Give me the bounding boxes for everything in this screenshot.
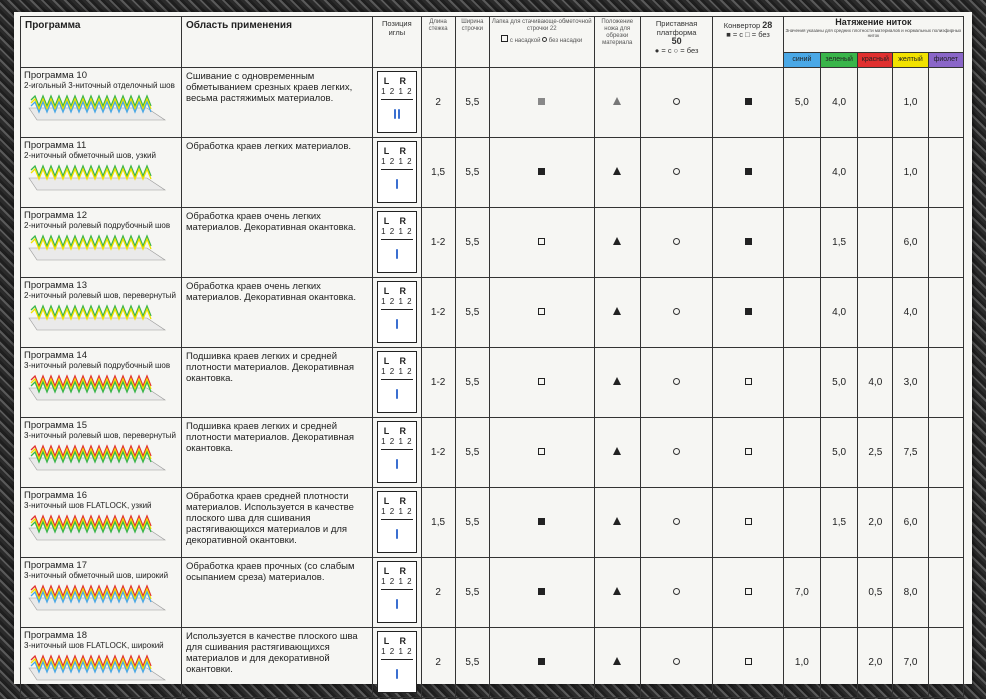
stitch-length: 1-2	[421, 418, 455, 488]
tension-красный: 2,0	[858, 628, 893, 698]
converter-square-icon	[745, 658, 752, 665]
header-program: Программа	[21, 17, 182, 68]
stitch-width: 5,5	[455, 418, 489, 488]
presser-foot-cell	[489, 348, 594, 418]
tension-color-1: зеленый	[820, 53, 857, 68]
program-table	[20, 16, 964, 698]
tension-красный: 0,5	[858, 558, 893, 628]
program-row	[21, 278, 964, 348]
tension-красный	[858, 278, 893, 348]
stitch-illustration	[27, 302, 167, 332]
stitch-illustration	[27, 442, 167, 472]
needle-position-cell	[373, 138, 421, 208]
presser-foot-cell	[489, 278, 594, 348]
presser-foot-icon	[538, 588, 545, 595]
needle-numbers: 1 2 1 2	[381, 507, 413, 520]
tension-зеленый: 5,0	[820, 348, 857, 418]
converter-square-icon	[745, 378, 752, 385]
needle-numbers: 1 2 1 2	[381, 87, 413, 100]
presser-foot-cell	[489, 68, 594, 138]
tension-красный	[858, 138, 893, 208]
needle-icon	[378, 106, 416, 124]
tension-фиолет	[928, 68, 963, 138]
presser-foot-cell	[489, 488, 594, 558]
needle-diagram	[377, 351, 417, 413]
tension-синий: 7,0	[783, 558, 820, 628]
program-cell	[21, 138, 182, 208]
program-row	[21, 68, 964, 138]
program-cell	[21, 278, 182, 348]
program-cell	[21, 208, 182, 278]
program-subtitle: 3-ниточный ролевый подрубочный шов	[24, 361, 171, 370]
stitch-illustration	[27, 512, 167, 542]
tension-синий	[783, 208, 820, 278]
needle-numbers: 1 2 1 2	[381, 647, 413, 660]
needle-letters: L R	[383, 426, 411, 436]
tension-синий	[783, 138, 820, 208]
tension-title: Натяжение ниток	[835, 17, 912, 27]
platform-cell	[640, 68, 712, 138]
manual-page	[14, 12, 972, 684]
presser-foot-icon	[538, 448, 545, 455]
tension-зеленый	[820, 558, 857, 628]
stitch-illustration	[27, 582, 167, 612]
presser-foot-icon	[538, 308, 545, 315]
tension-зеленый: 5,0	[820, 418, 857, 488]
program-cell	[21, 488, 182, 558]
program-cell	[21, 348, 182, 418]
needle-letters: L R	[383, 496, 411, 506]
needle-letters: L R	[383, 356, 411, 366]
converter-square-icon	[745, 588, 752, 595]
program-description: Обработка краев очень легких материалов. Декоративная окантовка.	[182, 208, 373, 278]
platform-circle-icon	[673, 168, 680, 175]
needle-numbers: 1 2 1 2	[381, 227, 413, 240]
needle-icon	[378, 176, 416, 194]
knife-triangle-icon	[613, 237, 621, 245]
needle-icon	[378, 316, 416, 334]
stitch-width: 5,5	[455, 488, 489, 558]
stitch-length: 2	[421, 558, 455, 628]
tension-color-2: красный	[858, 53, 893, 68]
program-row	[21, 558, 964, 628]
needle-numbers: 1 2 1 2	[381, 157, 413, 170]
needle-icon	[378, 526, 416, 544]
converter-square-icon	[745, 448, 752, 455]
knife-position-cell	[594, 488, 640, 558]
converter-square-icon	[745, 518, 752, 525]
program-name: Программа 18	[24, 630, 87, 641]
presser-foot-cell	[489, 138, 594, 208]
presser-foot-icon	[538, 98, 545, 105]
needle-position-cell	[373, 348, 421, 418]
tension-зеленый: 1,5	[820, 488, 857, 558]
stitch-length: 1-2	[421, 208, 455, 278]
program-subtitle: 2-ниточный ролевый подрубочный шов	[24, 221, 171, 230]
converter-cell	[713, 628, 783, 698]
tension-зеленый: 4,0	[820, 278, 857, 348]
tension-желтый: 8,0	[893, 558, 928, 628]
tension-красный: 2,0	[858, 488, 893, 558]
needle-letters: L R	[383, 216, 411, 226]
tension-зеленый: 4,0	[820, 138, 857, 208]
header-presser-foot	[489, 17, 594, 68]
tension-желтый: 4,0	[893, 278, 928, 348]
tension-желтый: 6,0	[893, 208, 928, 278]
program-description: Обработка краев легких материалов.	[182, 138, 373, 208]
header-stitch-length: Длина стежка	[421, 17, 455, 68]
presser-foot-cell	[489, 418, 594, 488]
program-row	[21, 348, 964, 418]
tension-фиолет	[928, 488, 963, 558]
program-name: Программа 14	[24, 350, 87, 361]
program-description: Обработка краев средней плотности материалов. Используется в качестве плоского шва для сшивания растягивающихся материалов и для декоративной окантовки.	[182, 488, 373, 558]
tension-синий: 5,0	[783, 68, 820, 138]
needle-letters: L R	[383, 286, 411, 296]
knife-triangle-icon	[613, 97, 621, 105]
needle-position-cell	[373, 278, 421, 348]
needle-icon	[378, 456, 416, 474]
header-stitch-width: Ширина строчки	[455, 17, 489, 68]
tension-желтый: 1,0	[893, 68, 928, 138]
tension-фиолет	[928, 138, 963, 208]
tension-желтый: 7,0	[893, 628, 928, 698]
platform-cell	[640, 628, 712, 698]
stitch-width: 5,5	[455, 208, 489, 278]
header-converter	[713, 17, 783, 68]
tension-красный	[858, 68, 893, 138]
program-name: Программа 12	[24, 210, 87, 221]
program-description: Подшивка краев легких и средней плотности материалов. Декоративная окантовка.	[182, 348, 373, 418]
tension-фиолет	[928, 418, 963, 488]
stitch-illustration	[27, 372, 167, 402]
converter-cell	[713, 488, 783, 558]
needle-diagram	[377, 421, 417, 483]
platform-circle-icon	[673, 518, 680, 525]
converter-square-icon	[745, 238, 752, 245]
converter-cell	[713, 348, 783, 418]
program-description: Обработка краев прочных (со слабым осыпанием среза) материалов.	[182, 558, 373, 628]
header-needle-position: Позиция иглы	[373, 17, 421, 68]
program-name: Программа 15	[24, 420, 87, 431]
tension-фиолет	[928, 558, 963, 628]
tension-синий	[783, 278, 820, 348]
platform-cell	[640, 138, 712, 208]
needle-diagram	[377, 71, 417, 133]
tension-синий	[783, 418, 820, 488]
stitch-length: 1-2	[421, 348, 455, 418]
tension-фиолет	[928, 628, 963, 698]
header-thread-tension	[783, 17, 963, 53]
tension-желтый: 3,0	[893, 348, 928, 418]
program-subtitle: 3-ниточный обметочный шов, широкий	[24, 571, 169, 580]
platform-circle-icon	[673, 658, 680, 665]
needle-diagram	[377, 631, 417, 693]
knife-position-cell	[594, 138, 640, 208]
tension-желтый: 7,5	[893, 418, 928, 488]
presser-foot-title: Лапка для стачивающе-обметочной строчки 22	[491, 19, 592, 32]
needle-position-cell	[373, 418, 421, 488]
program-cell	[21, 628, 182, 698]
platform-cell	[640, 348, 712, 418]
needle-diagram	[377, 211, 417, 273]
stitch-illustration	[27, 162, 167, 192]
tension-фиолет	[928, 348, 963, 418]
header-area: Область применения	[182, 17, 373, 68]
tension-красный: 4,0	[858, 348, 893, 418]
platform-circle-icon	[673, 308, 680, 315]
tension-желтый: 1,0	[893, 138, 928, 208]
tension-синий: 1,0	[783, 628, 820, 698]
tension-зеленый	[820, 628, 857, 698]
program-subtitle: 3-ниточный шов FLATLOCK, узкий	[24, 501, 152, 510]
stitch-width: 5,5	[455, 348, 489, 418]
presser-foot-cell	[489, 558, 594, 628]
program-subtitle: 2-ниточный обметочный шов, узкий	[24, 151, 156, 160]
program-name: Программа 11	[24, 140, 87, 151]
stitch-length: 2	[421, 628, 455, 698]
converter-number: 28	[762, 20, 773, 30]
converter-cell	[713, 138, 783, 208]
converter-cell	[713, 68, 783, 138]
program-description: Обработка краев очень легких материалов. Декоративная окантовка.	[182, 278, 373, 348]
presser-foot-cell	[489, 628, 594, 698]
stitch-width: 5,5	[455, 278, 489, 348]
knife-triangle-icon	[613, 167, 621, 175]
platform-title: Приставная платформа	[655, 19, 698, 37]
needle-position-cell	[373, 558, 421, 628]
platform-options: ● = с ○ = без	[654, 46, 699, 55]
tension-красный	[858, 208, 893, 278]
stitch-length: 1,5	[421, 138, 455, 208]
knife-triangle-icon	[613, 587, 621, 595]
knife-position-cell	[594, 418, 640, 488]
needle-icon	[378, 386, 416, 404]
converter-cell	[713, 558, 783, 628]
needle-position-cell	[373, 208, 421, 278]
knife-position-cell	[594, 558, 640, 628]
knife-triangle-icon	[613, 447, 621, 455]
knife-triangle-icon	[613, 517, 621, 525]
stitch-length: 2	[421, 68, 455, 138]
header-knife-position: Положение ножа для обрезки материала	[594, 17, 640, 68]
tension-color-3: желтый	[893, 53, 928, 68]
tension-синий	[783, 488, 820, 558]
needle-numbers: 1 2 1 2	[381, 367, 413, 380]
converter-square-icon	[745, 98, 752, 105]
platform-cell	[640, 208, 712, 278]
program-name: Программа 16	[24, 490, 87, 501]
needle-diagram	[377, 491, 417, 553]
converter-square-icon	[745, 168, 752, 175]
needle-diagram	[377, 141, 417, 203]
knife-position-cell	[594, 208, 640, 278]
program-row	[21, 138, 964, 208]
program-subtitle: 3-ниточный ролевый шов, перевернутый	[24, 431, 177, 440]
converter-options: ■ = с □ = без	[726, 30, 770, 39]
stitch-illustration	[27, 652, 167, 682]
needle-letters: L R	[383, 566, 411, 576]
program-subtitle: 2-ниточный ролевый шов, перевернутый	[24, 291, 177, 300]
tension-синий	[783, 348, 820, 418]
program-cell	[21, 418, 182, 488]
knife-position-cell	[594, 628, 640, 698]
needle-icon	[378, 596, 416, 614]
needle-numbers: 1 2 1 2	[381, 577, 413, 590]
needle-letters: L R	[383, 636, 411, 646]
tension-фиолет	[928, 208, 963, 278]
stitch-width: 5,5	[455, 68, 489, 138]
program-description: Сшивание с одновременным обметыванием срезных краев легких, весьма растяжимых материалов.	[182, 68, 373, 138]
needle-icon	[378, 666, 416, 684]
needle-numbers: 1 2 1 2	[381, 437, 413, 450]
program-cell	[21, 68, 182, 138]
converter-title: Конвертор	[723, 21, 761, 30]
converter-square-icon	[745, 308, 752, 315]
stitch-length: 1,5	[421, 488, 455, 558]
program-row	[21, 208, 964, 278]
tension-зеленый: 1,5	[820, 208, 857, 278]
program-subtitle: 3-ниточный шов FLATLOCK, широкий	[24, 641, 164, 650]
converter-cell	[713, 208, 783, 278]
platform-circle-icon	[673, 588, 680, 595]
presser-foot-icon	[538, 238, 545, 245]
knife-triangle-icon	[613, 307, 621, 315]
knife-position-cell	[594, 68, 640, 138]
program-name: Программа 10	[24, 70, 87, 81]
stitch-width: 5,5	[455, 138, 489, 208]
needle-letters: L R	[383, 146, 411, 156]
needle-diagram	[377, 281, 417, 343]
platform-number: 50	[671, 36, 682, 46]
program-description: Подшивка краев легких и средней плотности материалов. Декоративная окантовка.	[182, 418, 373, 488]
tension-красный: 2,5	[858, 418, 893, 488]
tension-желтый: 6,0	[893, 488, 928, 558]
foot-opt-1: с насадкой	[509, 38, 541, 44]
needle-numbers: 1 2 1 2	[381, 297, 413, 310]
needle-position-cell	[373, 628, 421, 698]
presser-foot-icon	[538, 518, 545, 525]
platform-cell	[640, 278, 712, 348]
needle-position-cell	[373, 488, 421, 558]
stitch-length: 1-2	[421, 278, 455, 348]
platform-cell	[640, 418, 712, 488]
stitch-illustration	[27, 92, 167, 122]
presser-foot-icon	[538, 658, 545, 665]
presser-foot-icon	[538, 378, 545, 385]
presser-foot-cell	[489, 208, 594, 278]
platform-cell	[640, 488, 712, 558]
knife-position-cell	[594, 278, 640, 348]
converter-cell	[713, 278, 783, 348]
needle-diagram	[377, 561, 417, 623]
knife-position-cell	[594, 348, 640, 418]
needle-position-cell	[373, 68, 421, 138]
converter-cell	[713, 418, 783, 488]
program-name: Программа 13	[24, 280, 87, 291]
header-platform	[640, 17, 712, 68]
stitch-width: 5,5	[455, 558, 489, 628]
tension-зеленый: 4,0	[820, 68, 857, 138]
stitch-width: 5,5	[455, 628, 489, 698]
tension-color-0: синий	[783, 53, 820, 68]
stitch-illustration	[27, 232, 167, 262]
program-row	[21, 628, 964, 698]
platform-cell	[640, 558, 712, 628]
program-subtitle: 2-игольный 3-ниточный отделочный шов	[24, 81, 175, 90]
platform-circle-icon	[673, 448, 680, 455]
presser-foot-icon	[538, 168, 545, 175]
program-description: Используется в качестве плоского шва для сшивания растягивающихся материалов и для декоративной окантовки.	[182, 628, 373, 698]
needle-letters: L R	[383, 76, 411, 86]
knife-triangle-icon	[613, 657, 621, 665]
tension-color-4: фиолет	[928, 53, 963, 68]
knife-triangle-icon	[613, 377, 621, 385]
platform-circle-icon	[673, 238, 680, 245]
platform-circle-icon	[673, 378, 680, 385]
needle-icon	[378, 246, 416, 264]
tension-note: Значения указаны для средних плотности материалов и нормальных полиэфирных ниток	[785, 28, 962, 38]
foot-opt-2: без насадки	[548, 38, 583, 44]
tension-фиолет	[928, 278, 963, 348]
program-row	[21, 488, 964, 558]
platform-circle-icon	[673, 98, 680, 105]
program-cell	[21, 558, 182, 628]
program-row	[21, 418, 964, 488]
program-name: Программа 17	[24, 560, 87, 571]
